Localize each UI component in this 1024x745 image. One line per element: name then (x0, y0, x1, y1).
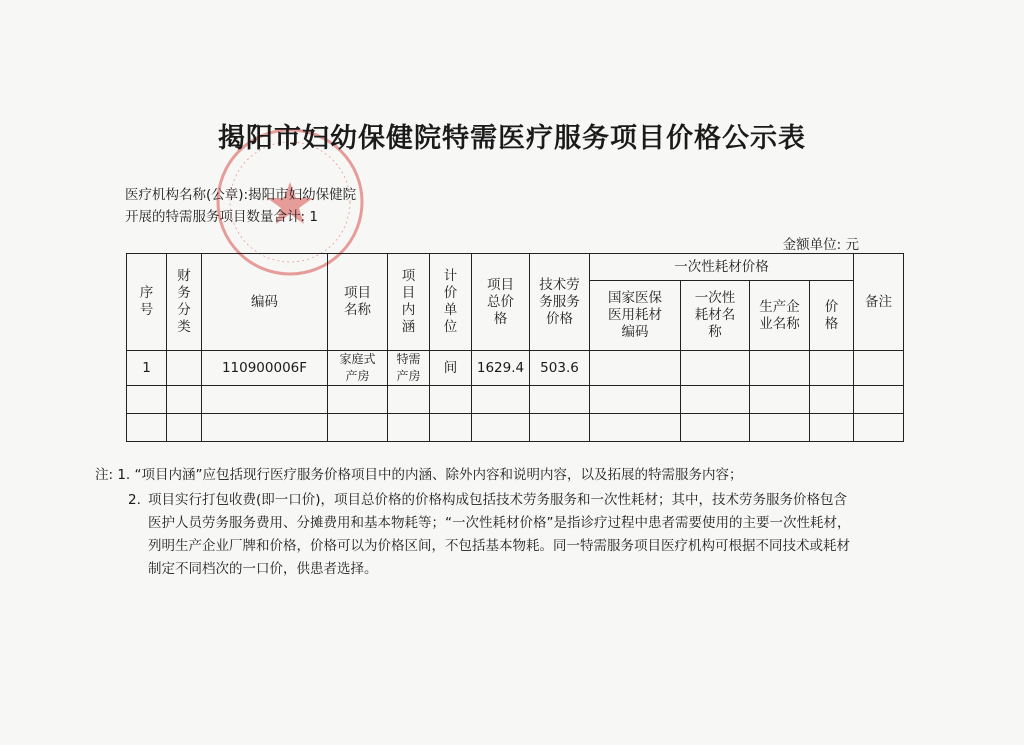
header-item-name: 项目名称 (328, 254, 388, 351)
institution-name: 医疗机构名称(公章):揭阳市妇幼保健院 (125, 187, 357, 203)
cell-price (810, 351, 854, 386)
note-2-number: 2. (128, 492, 141, 508)
table-row-empty (127, 386, 904, 414)
header-remark: 备注 (854, 254, 904, 351)
table-row-empty (127, 414, 904, 442)
header-national-code: 国家医保医用耗材编码 (590, 281, 681, 351)
cell-seq: 1 (127, 351, 167, 386)
note-2 (128, 489, 853, 581)
header-code: 编码 (202, 254, 328, 351)
header-tech-price: 技术劳务服务价格 (530, 254, 590, 351)
table-header-row (127, 254, 904, 281)
cell-total-price: 1629.4 (472, 351, 530, 386)
cell-pricing-unit: 间 (430, 351, 472, 386)
document-title: 揭阳市妇幼保健院特需医疗服务项目价格公示表 (218, 123, 806, 154)
cell-national-code (590, 351, 681, 386)
header-total-price: 项目总价格 (472, 254, 530, 351)
service-count: 开展的特需服务项目数量合计: 1 (125, 209, 318, 225)
header-manufacturer: 生产企业名称 (750, 281, 810, 351)
cell-finance-class (167, 351, 202, 386)
table-row (127, 351, 904, 386)
note-2-text: 项目实行打包收费(即一口价)，项目总价格的价格构成包括技术劳务服务和一次性耗材；其中，技术劳务服务价格包含医护人员劳务服务费用、分摊费用和基本物耗等；“一次性耗材价格”是指诊疗过程中患者需要使用的主要一次性耗材，列明生产企业厂牌和价格，价格可以为价格区间，不包括基本物耗。同一特需服务项目医疗机构可根据不同技术或耗材制定不同档次的一口价，供患者选择。 (148, 492, 851, 577)
price-table (126, 253, 904, 442)
cell-connotation: 特需产房 (388, 351, 430, 386)
header-connotation: 项目内涵 (388, 254, 430, 351)
note-1: 注: 1. “项目内涵”应包括现行医疗服务价格项目中的内涵、除外内容和说明内容，以及拓展的特需服务内容； (95, 467, 743, 483)
header-finance-class: 财务分类 (167, 254, 202, 351)
cell-consumable-name (681, 351, 750, 386)
header-consumable-group: 一次性耗材价格 (590, 254, 854, 281)
header-seq: 序号 (127, 254, 167, 351)
cell-remark (854, 351, 904, 386)
cell-manufacturer (750, 351, 810, 386)
cell-tech-price: 503.6 (530, 351, 590, 386)
header-price: 价格 (810, 281, 854, 351)
cell-item-name: 家庭式产房 (328, 351, 388, 386)
header-pricing-unit: 计价单位 (430, 254, 472, 351)
currency-unit: 金额单位: 元 (782, 237, 859, 253)
header-consumable-name: 一次性耗材名称 (681, 281, 750, 351)
cell-code: 110900006F (202, 351, 328, 386)
